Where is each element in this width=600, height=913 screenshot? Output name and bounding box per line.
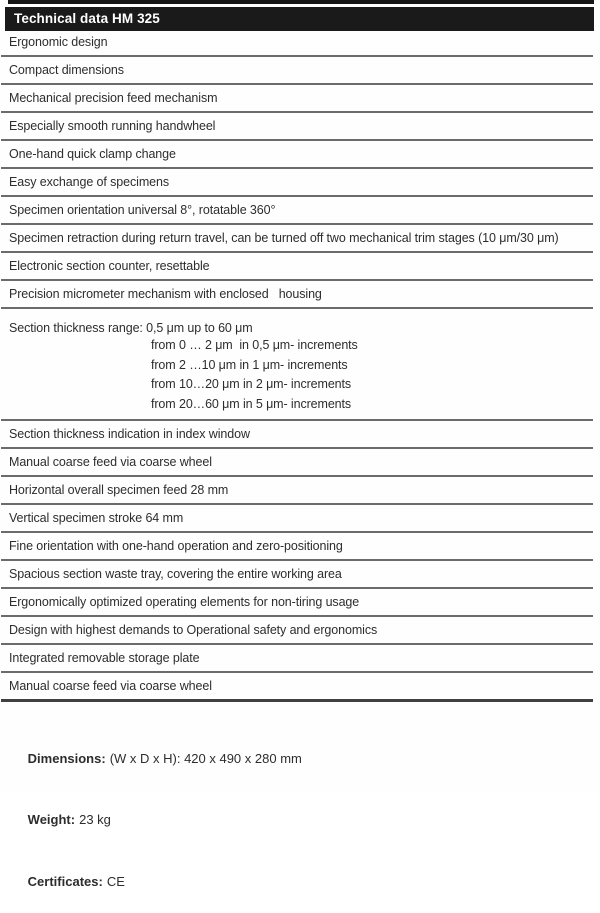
spec-row: One-hand quick clamp change [1,141,593,169]
dimensions-label: Dimensions: [27,750,106,766]
spec-row: Integrated removable storage plate [1,645,593,673]
certificates-value: CE [106,873,125,889]
spec-table [1,29,593,702]
increment-line: from 0 … 2 μm in 0,5 μm- increments [151,338,358,352]
summary-block [6,728,302,913]
spec-row: Specimen orientation universal 8°, rotatable 360° [1,197,593,225]
spec-row: Ergonomically optimized operating elements for non-tiring usage [1,589,593,617]
weight-line [6,790,302,852]
weight-value: 23 kg [79,812,111,827]
spec-row: Ergonomic design [1,29,593,57]
table-header [5,7,594,31]
certificates-label: Certificates: [27,873,103,889]
increment-line: from 10…20 μm in 2 μm- increments [151,377,352,391]
weight-label: Weight: [27,812,76,827]
increment-line: from 2 …10 μm in 1 μm- increments [151,357,348,372]
spec-row: Vertical specimen stroke 64 mm [1,505,593,533]
spec-row: Manual coarse feed via coarse wheel [1,449,593,477]
spec-row: Manual coarse feed via coarse wheel [1,673,593,702]
section-thickness-block [1,309,593,421]
spec-row: Especially smooth running handwheel [1,113,593,141]
dimensions-line [6,728,302,790]
spec-row: Horizontal overall specimen feed 28 mm [1,477,593,505]
spec-row: Spacious section waste tray, covering the entire working area [1,561,593,589]
spec-row: Fine orientation with one-hand operation and zero-positioning [1,533,593,561]
spec-row: Design with highest demands to Operational safety and ergonomics [1,617,593,645]
section-thickness-range: Section thickness range: 0,5 μm up to 60 μm [9,321,253,335]
spec-row: Specimen retraction during return travel, can be turned off two mechanical trim stages (10 μm/30 μm) [1,225,593,253]
table-title: Technical data HM 325 [14,11,160,26]
increment-line: from 20…60 μm in 5 μm- increments [151,396,352,411]
spec-row: Compact dimensions [1,57,593,85]
spec-row: Section thickness indication in index window [1,421,593,449]
page-edge-artifact [8,0,594,4]
spec-row: Easy exchange of specimens [1,169,593,197]
certificates-line [6,851,302,913]
spec-row: Electronic section counter, resettable [1,253,593,281]
dimensions-value: (W x D x H): 420 x 490 x 280 mm [109,750,302,766]
spec-row: Mechanical precision feed mechanism [1,85,593,113]
spec-row: Precision micrometer mechanism with enclosed housing [1,281,593,309]
